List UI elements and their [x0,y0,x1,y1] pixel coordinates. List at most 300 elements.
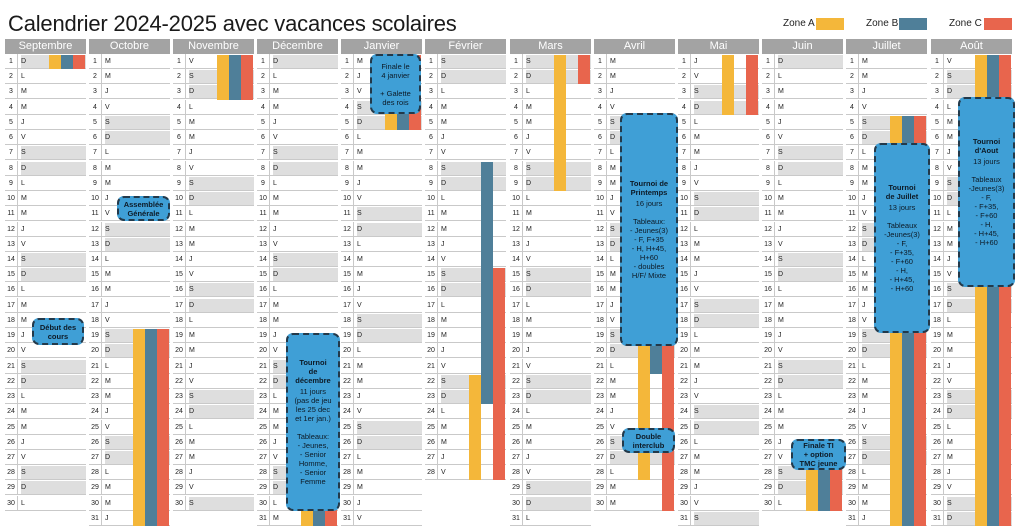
month-header: Janvier [341,39,422,54]
day-letter: M [694,255,700,263]
day-row [425,145,506,160]
day-letter: J [778,438,782,446]
day-number: 12 [257,222,270,237]
day-number: 2 [594,69,607,84]
day-letter: M [357,271,363,279]
day-row [257,191,338,206]
day-letter: V [189,271,194,279]
day-letter: D [105,134,111,142]
day-letter: M [441,438,447,446]
month-header: Décembre [257,39,338,54]
day-row [5,465,86,480]
event-assemblee-generale [117,196,170,221]
day-row [762,54,843,69]
day-row [89,176,170,191]
day-letter: M [273,210,279,218]
day-number: 14 [89,252,102,267]
day-row [5,237,86,252]
day-number: 18 [678,313,691,328]
day-letter: D [189,408,195,416]
day-row [5,374,86,389]
day-row [257,267,338,282]
day-letter: M [862,73,868,81]
day-row [257,176,338,191]
day-letter: M [357,484,363,492]
day-row [89,252,170,267]
day-letter: J [105,88,109,96]
day-row [678,115,759,130]
day-number: 24 [931,404,944,419]
day-letter: M [21,195,27,203]
day-number: 19 [931,328,944,343]
month-header: Avril [594,39,675,54]
day-row [510,206,591,221]
day-letter: S [273,255,278,263]
day-row [341,359,422,374]
day-row [762,374,843,389]
day-number: 15 [931,267,944,282]
day-number: 6 [846,130,859,145]
day-letter: M [105,286,111,294]
day-number: 16 [678,282,691,297]
vacation-bar-zone-c [493,268,505,480]
day-number: 9 [931,176,944,191]
day-row [678,176,759,191]
day-row [5,100,86,115]
day-row [173,343,254,358]
day-number: 15 [173,267,186,282]
day-row [341,389,422,404]
day-row [341,420,422,435]
day-row [425,54,506,69]
day-letter: D [778,58,784,65]
day-row [762,206,843,221]
day-number: 10 [594,191,607,206]
day-number: 5 [425,115,438,130]
day-row [678,313,759,328]
month-header: Juin [762,39,843,54]
day-number: 6 [510,130,523,145]
day-number: 23 [510,389,523,404]
day-number: 1 [931,54,944,69]
day-letter: S [357,103,362,111]
day-row [678,420,759,435]
day-letter: S [947,73,952,81]
day-row [510,328,591,343]
day-row [846,84,927,99]
day-number: 20 [341,343,354,358]
day-row [173,420,254,435]
day-letter: J [189,469,193,477]
day-number: 13 [678,237,691,252]
day-letter: S [862,225,867,233]
day-row [257,313,338,328]
day-number: 5 [762,115,775,130]
day-letter: J [357,393,361,401]
day-letter: L [526,301,530,309]
day-row [678,450,759,465]
day-row [257,130,338,145]
day-number: 22 [341,374,354,389]
day-number: 10 [510,191,523,206]
day-number: 15 [5,267,18,282]
day-number: 5 [846,115,859,130]
day-letter: V [610,316,615,324]
day-letter: S [694,514,699,522]
day-letter: L [273,393,277,401]
day-number: 21 [341,359,354,374]
day-row [510,176,591,191]
day-letter: J [189,255,193,263]
day-letter: J [694,271,698,279]
day-number: 23 [846,389,859,404]
day-row [762,282,843,297]
vacation-bar-zone-b [481,162,493,405]
day-number: 7 [173,145,186,160]
day-number: 27 [341,450,354,465]
day-number: 29 [846,480,859,495]
day-letter: D [694,423,700,431]
day-letter: V [105,423,110,431]
day-letter: S [441,164,446,172]
day-number: 17 [510,298,523,313]
day-letter: M [526,316,532,324]
day-number: 25 [173,420,186,435]
day-letter: S [273,362,278,370]
day-row [89,282,170,297]
day-number: 25 [341,420,354,435]
vacation-bar-zone-c [662,329,674,511]
day-letter: D [441,179,447,187]
day-row [425,130,506,145]
day-number: 3 [257,84,270,99]
day-number: 24 [341,404,354,419]
day-letter: M [526,438,532,446]
day-number: 13 [931,237,944,252]
day-number: 10 [678,191,691,206]
day-letter: S [947,179,952,187]
day-letter: V [778,453,783,461]
day-letter: V [357,301,362,309]
day-number: 9 [762,176,775,191]
day-letter: M [105,393,111,401]
event-details: 11 jours (pas de jeu les 25 dec et 1er jan.) Tableaux: - Jeunes, - Senior Homme, - Senior Femme [294,387,332,486]
day-letter: V [694,286,699,294]
day-row [678,404,759,419]
day-letter: S [105,118,110,126]
day-number: 19 [678,328,691,343]
day-number: 13 [89,237,102,252]
day-letter: M [694,347,700,355]
day-number: 17 [594,298,607,313]
day-row [762,100,843,115]
day-row [425,84,506,99]
day-letter: V [610,210,615,218]
day-number: 8 [341,161,354,176]
day-row [510,420,591,435]
day-number: 28 [173,465,186,480]
day-letter: L [862,469,866,477]
day-number: 13 [257,237,270,252]
day-number: 11 [341,206,354,221]
day-number: 6 [594,130,607,145]
day-number: 26 [89,435,102,450]
day-number: 1 [89,54,102,69]
day-row [5,343,86,358]
day-number: 27 [173,450,186,465]
day-letter: M [778,408,784,416]
day-letter: M [947,134,953,142]
day-letter: M [694,362,700,370]
day-letter: M [610,271,616,279]
day-number: 21 [425,359,438,374]
day-letter: L [21,286,25,294]
day-row [510,465,591,480]
day-letter: M [947,240,953,248]
day-letter: V [21,134,26,142]
day-number: 9 [257,176,270,191]
day-letter: V [273,240,278,248]
day-letter: L [21,179,25,187]
day-letter: S [778,469,783,477]
day-letter: V [947,377,952,385]
day-number: 20 [173,343,186,358]
day-row [425,176,506,191]
day-letter: M [441,225,447,233]
day-number: 26 [678,435,691,450]
day-letter: L [273,179,277,187]
day-letter: V [778,134,783,142]
day-letter: M [778,210,784,218]
day-number: 22 [89,374,102,389]
day-number: 20 [425,343,438,358]
day-number: 26 [425,435,438,450]
day-letter: L [441,88,445,96]
day-row [257,237,338,252]
day-letter: L [189,423,193,431]
day-number: 19 [510,328,523,343]
day-number: 18 [5,313,18,328]
day-row [678,282,759,297]
day-number: 26 [931,435,944,450]
day-number: 28 [846,465,859,480]
day-row [594,54,675,69]
day-letter: L [105,362,109,370]
day-number: 22 [931,374,944,389]
day-row [510,237,591,252]
day-number: 9 [341,176,354,191]
day-letter: M [273,103,279,111]
day-row [341,374,422,389]
day-row [678,359,759,374]
day-number: 11 [425,206,438,221]
day-number: 16 [594,282,607,297]
day-number: 22 [594,374,607,389]
day-number: 24 [257,404,270,419]
day-number: 1 [425,54,438,69]
day-number: 11 [762,206,775,221]
day-letter: J [273,118,277,126]
day-number: 7 [257,145,270,160]
day-number: 20 [89,343,102,358]
day-row [678,145,759,160]
day-number: 11 [89,206,102,221]
day-number: 19 [425,328,438,343]
day-letter: D [357,225,363,233]
day-number: 22 [510,374,523,389]
day-number: 24 [5,404,18,419]
day-letter: M [189,225,195,233]
day-letter: L [947,423,951,431]
day-row [89,54,170,69]
day-letter: V [273,453,278,461]
day-row [5,282,86,297]
day-number: 3 [846,84,859,99]
day-letter: M [862,179,868,187]
day-row [678,389,759,404]
vacation-bar-zone-c [157,329,169,526]
day-row [678,130,759,145]
vacation-bar-zone-c [746,55,758,115]
day-number: 3 [425,84,438,99]
day-row [341,161,422,176]
day-letter: M [357,58,363,65]
day-number: 12 [5,222,18,237]
day-row [762,404,843,419]
day-letter: M [273,514,279,522]
day-number: 18 [846,313,859,328]
event-tournoi-juillet [874,143,930,333]
day-letter: S [526,58,531,65]
day-row [510,100,591,115]
day-number: 7 [341,145,354,160]
day-number: 31 [257,511,270,526]
day-letter: L [526,88,530,96]
day-letter: D [778,484,784,492]
day-letter: M [778,423,784,431]
day-letter: M [21,88,27,96]
day-row [89,298,170,313]
day-letter: M [694,149,700,157]
day-number: 18 [594,313,607,328]
day-letter: M [947,332,953,340]
day-letter: V [694,393,699,401]
day-letter: J [526,347,530,355]
day-letter: M [273,423,279,431]
day-number: 25 [762,420,775,435]
day-number: 25 [257,420,270,435]
vacation-bar-zone-c [830,466,842,511]
day-letter: M [105,499,111,507]
day-row [678,374,759,389]
day-number: 27 [678,450,691,465]
vacation-bar-zone-a [49,55,61,69]
day-letter: M [105,179,111,187]
day-row [173,389,254,404]
day-number: 26 [762,435,775,450]
day-number: 8 [173,161,186,176]
day-letter: J [694,164,698,172]
day-number: 20 [594,343,607,358]
day-number: 21 [5,359,18,374]
day-letter: J [526,453,530,461]
day-letter: D [778,377,784,385]
day-row [510,115,591,130]
day-row [510,389,591,404]
day-number: 12 [846,222,859,237]
day-number: 12 [762,222,775,237]
event-title: Tournoi d'Aout [972,137,1001,155]
day-number: 2 [762,69,775,84]
day-number: 28 [678,465,691,480]
day-row [341,313,422,328]
day-letter: D [441,393,447,401]
day-letter: V [441,362,446,370]
day-letter: M [610,393,616,401]
day-number: 6 [341,130,354,145]
day-letter: D [273,484,279,492]
day-row [341,145,422,160]
day-letter: L [441,195,445,203]
day-letter: M [778,301,784,309]
day-row [594,84,675,99]
day-letter: M [947,225,953,233]
day-number: 4 [173,100,186,115]
day-number: 12 [173,222,186,237]
day-letter: M [694,453,700,461]
day-number: 15 [89,267,102,282]
day-letter: S [105,438,110,446]
day-letter: D [105,240,111,248]
page-title: Calendrier 2024-2025 avec vacances scolaires [8,11,457,36]
day-letter: D [610,240,616,248]
day-row [425,191,506,206]
day-row [341,252,422,267]
day-row [173,450,254,465]
day-number: 9 [594,176,607,191]
day-number: 26 [341,435,354,450]
day-number: 13 [173,237,186,252]
event-details: 16 jours Tableaux: - Jeunes(3) - F, F+35 - H, H+45, H+60 - doubles H/F/ Mixte [630,199,668,280]
day-number: 17 [257,298,270,313]
day-letter: D [610,347,616,355]
day-letter: L [105,469,109,477]
day-number: 14 [510,252,523,267]
day-number: 21 [678,359,691,374]
day-number: 17 [341,298,354,313]
day-letter: V [694,499,699,507]
day-number: 1 [594,54,607,69]
day-letter: M [947,453,953,461]
day-letter: M [21,103,27,111]
day-number: 17 [678,298,691,313]
month-header: Mai [678,39,759,54]
day-letter: J [357,179,361,187]
day-row [5,404,86,419]
day-number: 7 [931,145,944,160]
day-row [341,176,422,191]
day-number: 10 [173,191,186,206]
day-number: 6 [425,130,438,145]
day-letter: L [778,73,782,81]
day-number: 28 [762,465,775,480]
day-row [678,435,759,450]
day-letter: S [610,438,615,446]
day-number: 18 [510,313,523,328]
day-number: 1 [173,54,186,69]
day-letter: J [694,377,698,385]
day-letter: S [778,362,783,370]
